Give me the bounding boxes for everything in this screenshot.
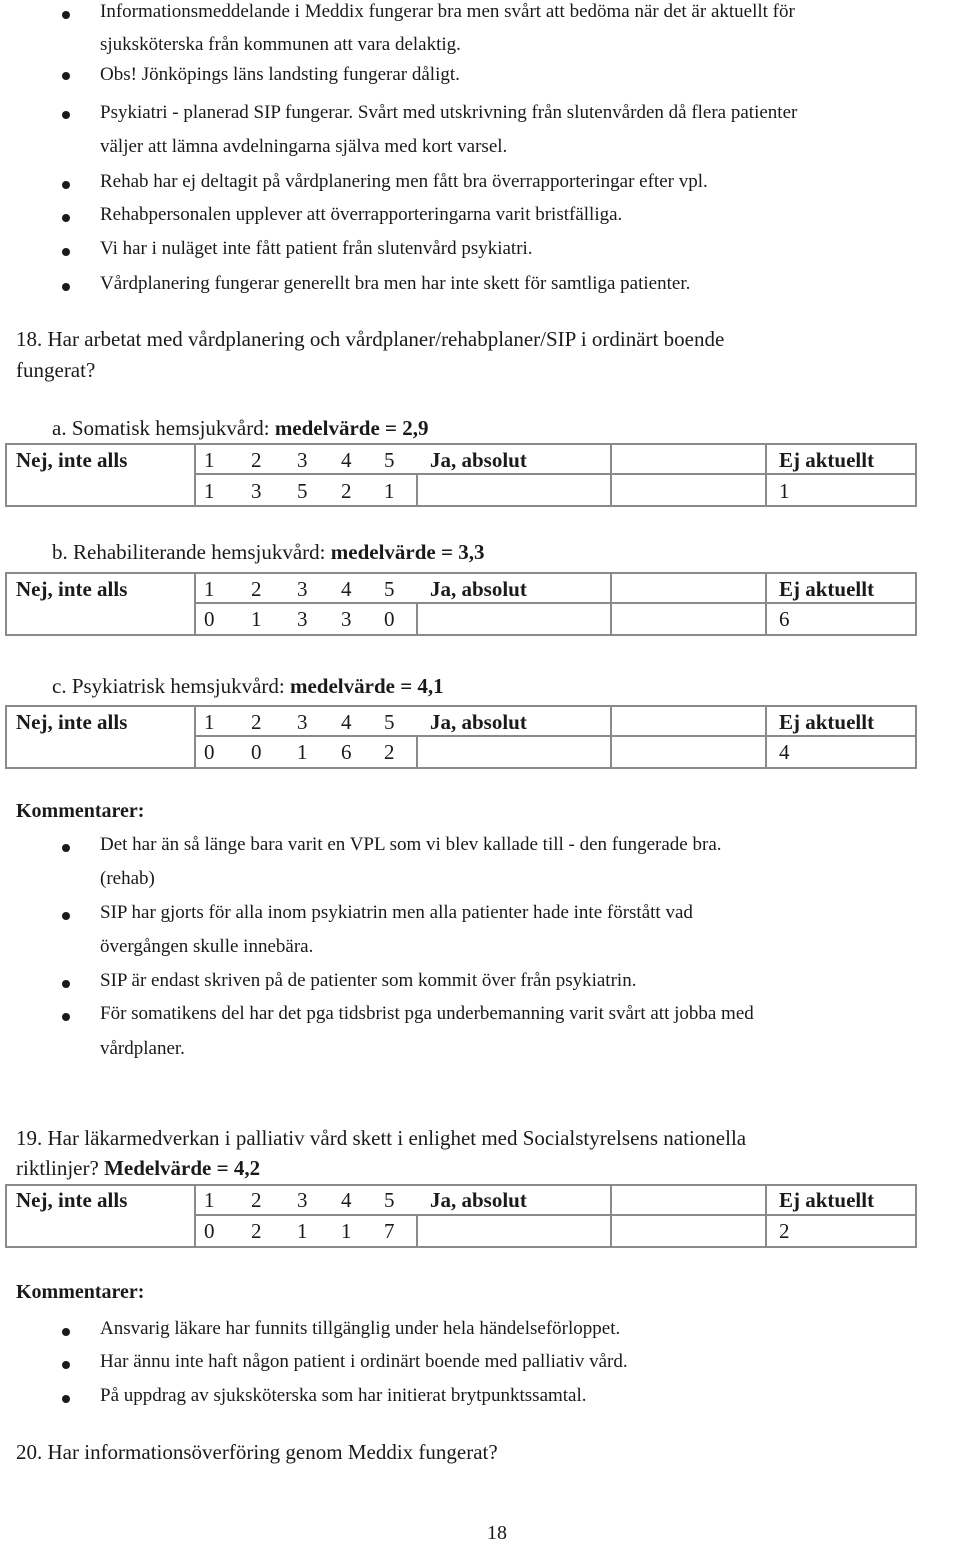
count-cell: 1 [341, 1219, 352, 1243]
scale-point: 1 [204, 710, 215, 734]
comments-label: Kommentarer: [16, 1281, 145, 1303]
bullet-icon [62, 181, 70, 189]
count-cell: 1 [251, 607, 262, 631]
scale-point: 3 [297, 577, 308, 601]
count-cell: 5 [297, 479, 308, 503]
subquestion-b-label: b. Rehabiliterande hemsjukvård: [52, 540, 331, 564]
rating-table-c [0, 705, 960, 769]
bullet-icon [62, 1395, 70, 1403]
count-cell-na: 6 [779, 607, 790, 631]
list-item-text: Ansvarig läkare har funnits tillgänglig under hela händelseförloppet. [100, 1318, 621, 1339]
scale-point: 4 [341, 710, 352, 734]
list-item-text: För somatikens del har det pga tidsbrist pga underbemanning varit svårt att jobba med [100, 1003, 754, 1024]
question-19-heading-cont [16, 1156, 260, 1181]
count-cell: 3 [341, 607, 352, 631]
scale-point: 3 [297, 710, 308, 734]
bullet-icon [62, 1013, 70, 1021]
subquestion-a [52, 416, 429, 441]
count-cell: 0 [204, 1219, 215, 1243]
count-cell: 2 [251, 1219, 262, 1243]
scale-point: 3 [297, 448, 308, 472]
page-number: 18 [487, 1522, 507, 1544]
bullet-icon [62, 11, 70, 19]
count-cell: 1 [384, 479, 395, 503]
subquestion-c-label: c. Psykiatrisk hemsjukvård: [52, 674, 290, 698]
scale-label-left: Nej, inte alls [16, 710, 128, 734]
scale-label-right: Ja, absolut [430, 577, 527, 601]
count-cell: 0 [251, 740, 262, 764]
list-item-text: Har ännu inte haft någon patient i ordinärt boende med palliativ vård. [100, 1351, 628, 1372]
count-cell: 1 [297, 740, 308, 764]
bullet-icon [62, 248, 70, 256]
list-item-text: På uppdrag av sjuksköterska som har initierat brytpunktssamtal. [100, 1385, 587, 1406]
bullet-icon [62, 912, 70, 920]
bullet-icon [62, 844, 70, 852]
count-cell: 0 [204, 607, 215, 631]
scale-label-left: Nej, inte alls [16, 448, 128, 472]
count-cell-na: 2 [779, 1219, 790, 1243]
scale-point: 4 [341, 1188, 352, 1212]
bullet-icon [62, 1361, 70, 1369]
scale-point: 1 [204, 1188, 215, 1212]
scale-label-right: Ja, absolut [430, 1188, 527, 1212]
subquestion-b-mean: medelvärde = 3,3 [330, 540, 485, 564]
list-item-text: väljer att lämna avdelningarna själva med kort varsel. [100, 136, 508, 157]
question-20-heading: 20. Har informationsöverföring genom Meddix fungerat? [16, 1440, 498, 1464]
scale-label-na: Ej aktuellt [779, 710, 875, 734]
list-item-text: vårdplaner. [100, 1038, 185, 1059]
scale-point: 1 [204, 448, 215, 472]
question-19-heading: 19. Har läkarmedverkan i palliativ vård skett i enlighet med Socialstyrelsens nationella [16, 1126, 747, 1150]
scale-label-na: Ej aktuellt [779, 1188, 875, 1212]
bullet-icon [62, 214, 70, 222]
list-item-text: SIP har gjorts för alla inom psykiatrin men alla patienter hade inte förstått vad [100, 902, 693, 923]
count-cell-na: 4 [779, 740, 790, 764]
scale-point: 2 [251, 1188, 262, 1212]
bullet-icon [62, 980, 70, 988]
scale-point: 1 [204, 577, 215, 601]
scale-point: 5 [384, 710, 395, 734]
subquestion-c [52, 674, 444, 699]
list-item-text: Vi har i nuläget inte fått patient från slutenvård psykiatri. [100, 238, 533, 259]
subquestion-a-label: a. Somatisk hemsjukvård: [52, 416, 275, 440]
comments-label: Kommentarer: [16, 800, 145, 822]
rating-table-b [0, 572, 960, 636]
count-cell: 7 [384, 1219, 395, 1243]
scale-point: 5 [384, 577, 395, 601]
scale-point: 4 [341, 448, 352, 472]
list-item-text: Obs! Jönköpings läns landsting fungerar dåligt. [100, 64, 460, 85]
scale-label-na: Ej aktuellt [779, 577, 875, 601]
rating-table-q19 [0, 1184, 960, 1248]
bullet-icon [62, 72, 70, 80]
count-cell: 1 [297, 1219, 308, 1243]
count-cell: 2 [341, 479, 352, 503]
scale-point: 2 [251, 448, 262, 472]
list-item-text: Rehabpersonalen upplever att överrapporteringarna varit bristfälliga. [100, 204, 623, 225]
list-item-text: sjuksköterska från kommunen att vara delaktig. [100, 34, 461, 55]
count-cell: 3 [297, 607, 308, 631]
list-item-text: Rehab har ej deltagit på vårdplanering men fått bra överrapporteringar efter vpl. [100, 171, 708, 192]
list-item-text: (rehab) [100, 868, 155, 889]
count-cell: 1 [204, 479, 215, 503]
rating-table-a [0, 443, 960, 507]
scale-point: 2 [251, 710, 262, 734]
bullet-icon [62, 283, 70, 291]
count-cell: 6 [341, 740, 352, 764]
count-cell: 3 [251, 479, 262, 503]
list-item-text: Psykiatri - planerad SIP fungerar. Svårt med utskrivning från slutenvården då flera patienter [100, 102, 798, 123]
scale-point: 3 [297, 1188, 308, 1212]
count-cell: 2 [384, 740, 395, 764]
question-18-heading: 18. Har arbetat med vårdplanering och vårdplaner/rehabplaner/SIP i ordinärt boende [16, 327, 725, 351]
count-cell: 0 [204, 740, 215, 764]
scale-label-right: Ja, absolut [430, 448, 527, 472]
scale-label-right: Ja, absolut [430, 710, 527, 734]
count-cell: 0 [384, 607, 395, 631]
scale-label-na: Ej aktuellt [779, 448, 875, 472]
scale-point: 5 [384, 448, 395, 472]
list-item-text: Vårdplanering fungerar generellt bra men har inte skett för samtliga patienter. [100, 273, 691, 294]
question-19-mean: Medelvärde = 4,2 [104, 1156, 261, 1180]
scale-label-left: Nej, inte alls [16, 577, 128, 601]
subquestion-c-mean: medelvärde = 4,1 [289, 674, 444, 698]
subquestion-b [52, 540, 484, 565]
question-19-heading-text: riktlinjer? [16, 1156, 105, 1180]
scale-point: 4 [341, 577, 352, 601]
list-item-text: övergången skulle innebära. [100, 936, 314, 957]
scale-point: 5 [384, 1188, 395, 1212]
question-18-heading-cont: fungerat? [16, 358, 96, 382]
list-item-text: Det har än så länge bara varit en VPL som vi blev kallade till - den fungerade bra. [100, 834, 722, 855]
scale-label-left: Nej, inte alls [16, 1188, 128, 1212]
bullet-icon [62, 1328, 70, 1336]
subquestion-a-mean: medelvärde = 2,9 [274, 416, 429, 440]
scale-point: 2 [251, 577, 262, 601]
list-item-text: Informationsmeddelande i Meddix fungerar bra men svårt att bedöma när det är aktuellt för [100, 1, 795, 22]
count-cell-na: 1 [779, 479, 790, 503]
list-item-text: SIP är endast skriven på de patienter som kommit över från psykiatrin. [100, 970, 637, 991]
bullet-icon [62, 111, 70, 119]
